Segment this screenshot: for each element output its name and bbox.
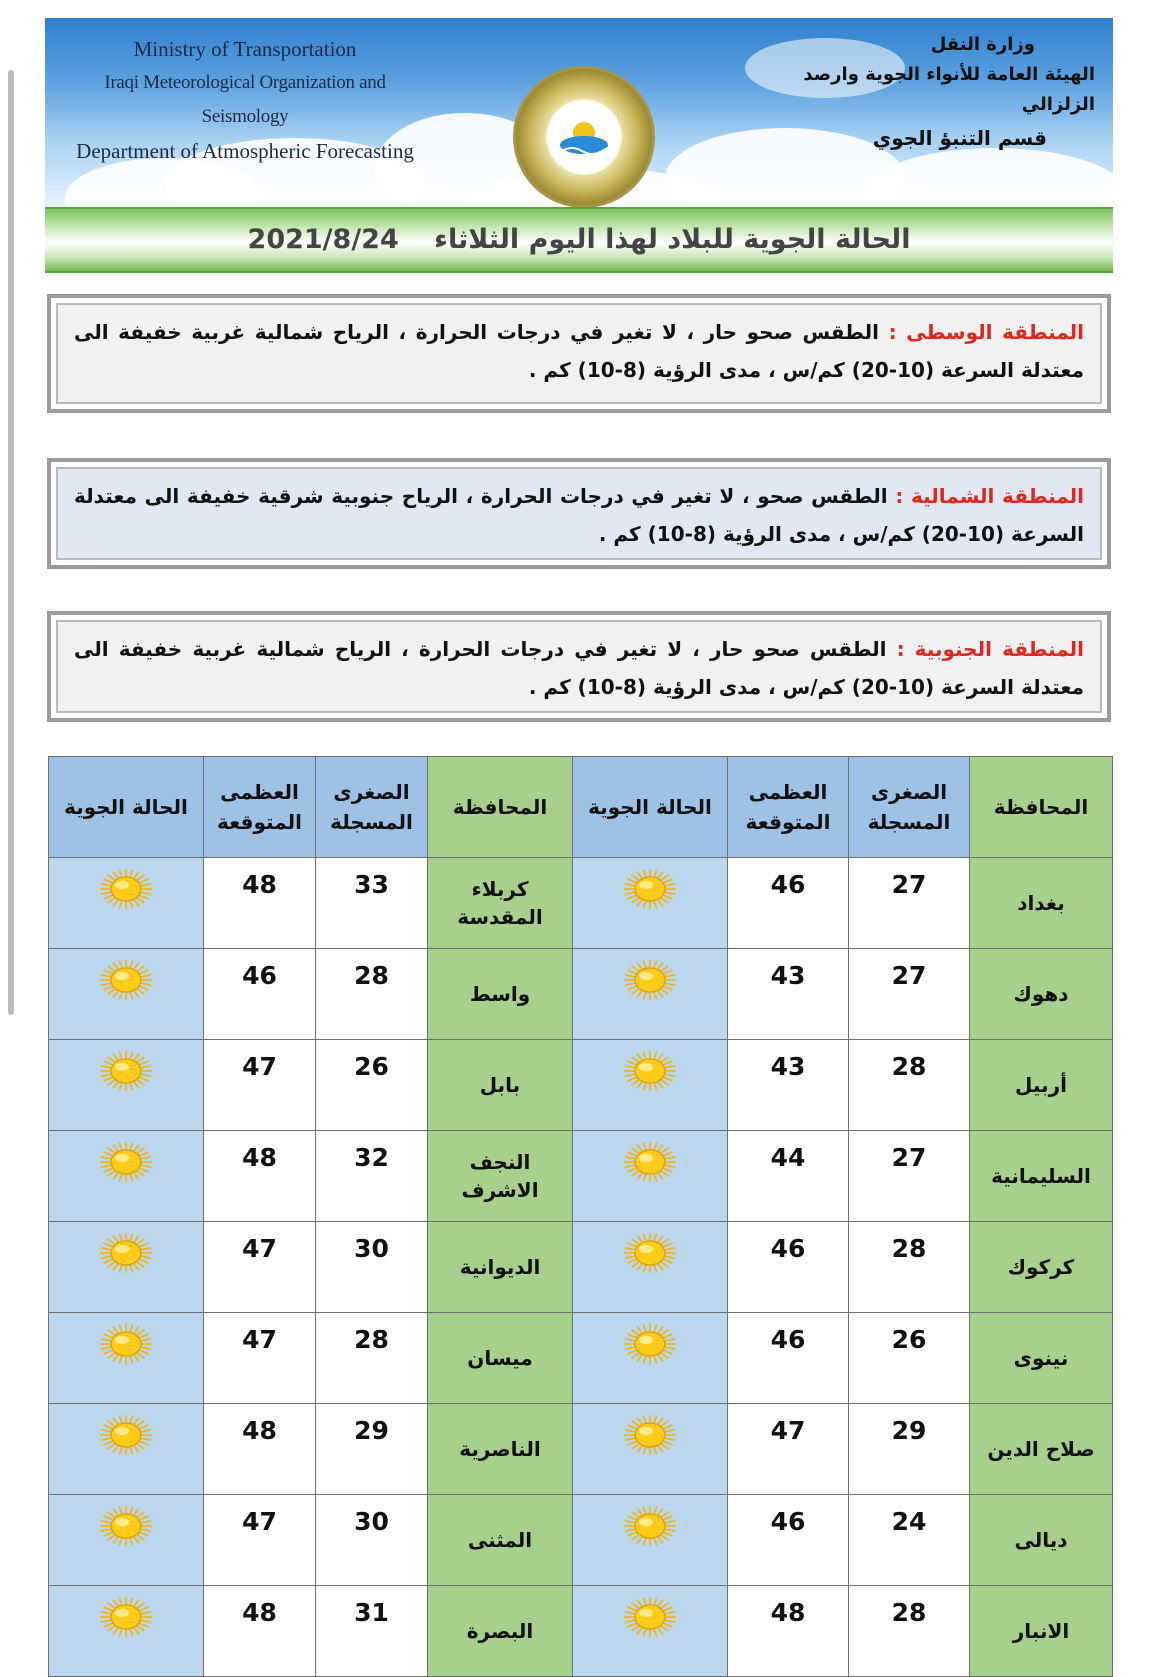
max-temp-cell: 47 xyxy=(204,1040,316,1131)
weather-cell xyxy=(49,1586,204,1677)
weather-cell xyxy=(49,1313,204,1404)
governorate-cell: بابل xyxy=(428,1040,573,1131)
sun-icon xyxy=(94,1048,158,1094)
max-temp-cell: 48 xyxy=(204,858,316,949)
max-temp-cell: 48 xyxy=(204,1586,316,1677)
min-temp-cell: 29 xyxy=(316,1404,428,1495)
min-temp-cell: 27 xyxy=(849,1131,970,1222)
vertical-scrollbar[interactable] xyxy=(8,70,14,1015)
table-row xyxy=(49,1586,1113,1677)
min-temp-cell: 28 xyxy=(849,1586,970,1677)
sun-icon xyxy=(94,1321,158,1367)
arabic-header xyxy=(755,30,1095,156)
min-temp-cell: 32 xyxy=(316,1131,428,1222)
region-forecast: الطقس صحو ، لا تغير في درجات الحرارة ، الرياح جنوبية شرقية خفيفة الى معتدلة السرعة (10-20) كم/س ، مدى الرؤية (8-10) كم . xyxy=(74,484,1084,546)
weather-cell xyxy=(49,1495,204,1586)
weather-cell xyxy=(573,1131,728,1222)
min-temp-cell: 30 xyxy=(316,1222,428,1313)
forecast-table xyxy=(48,756,1113,1677)
weather-cell xyxy=(573,1495,728,1586)
table-row xyxy=(49,858,1113,949)
min-temp-cell: 28 xyxy=(849,1040,970,1131)
weather-cell xyxy=(49,858,204,949)
governorate-cell: المثنى xyxy=(428,1495,573,1586)
department-name-ar: قسم التنبؤ الجوي xyxy=(872,126,1047,150)
weather-cell xyxy=(49,1222,204,1313)
min-temp-cell: 24 xyxy=(849,1495,970,1586)
sun-icon xyxy=(94,866,158,912)
weather-cell xyxy=(49,1040,204,1131)
table-row xyxy=(49,1404,1113,1495)
sun-icon xyxy=(618,1594,682,1640)
header-weather: الحالة الجوية xyxy=(573,757,728,858)
table-row xyxy=(49,1222,1113,1313)
region-forecast: الطقس صحو حار ، لا تغير في درجات الحرارة ، الرياح شمالية غربية خفيفة الى معتدلة السرعة (10-20) كم/س ، مدى الرؤية (8-10) كم . xyxy=(74,320,1084,382)
region-south xyxy=(47,611,1111,722)
table-row xyxy=(49,1040,1113,1131)
header-min-recorded: الصغرى المسجلة xyxy=(849,757,970,858)
region-name: المنطقة الشمالية : xyxy=(895,484,1085,508)
region-name: المنطقة الجنوبية : xyxy=(896,637,1085,661)
governorate-cell: ميسان xyxy=(428,1313,573,1404)
min-temp-cell: 28 xyxy=(316,949,428,1040)
max-temp-cell: 43 xyxy=(728,949,849,1040)
sun-icon xyxy=(94,957,158,1003)
header-banner xyxy=(45,18,1113,208)
min-temp-cell: 28 xyxy=(849,1222,970,1313)
max-temp-cell: 48 xyxy=(204,1404,316,1495)
governorate-cell: صلاح الدين xyxy=(970,1404,1113,1495)
min-temp-cell: 26 xyxy=(849,1313,970,1404)
title-text: الحالة الجوية للبلاد لهذا اليوم الثلاثاء xyxy=(434,224,911,255)
max-temp-cell: 44 xyxy=(728,1131,849,1222)
max-temp-cell: 43 xyxy=(728,1040,849,1131)
governorate-cell: بغداد xyxy=(970,858,1113,949)
max-temp-cell: 46 xyxy=(728,1313,849,1404)
sun-icon xyxy=(618,866,682,912)
sun-icon xyxy=(618,1321,682,1367)
min-temp-cell: 29 xyxy=(849,1404,970,1495)
governorate-cell: كربلاء المقدسة xyxy=(428,858,573,949)
sun-icon xyxy=(94,1412,158,1458)
max-temp-cell: 47 xyxy=(728,1404,849,1495)
sun-icon xyxy=(618,1412,682,1458)
weather-cell xyxy=(573,1313,728,1404)
header-max-expected: العظمى المتوقعة xyxy=(204,757,316,858)
governorate-cell: دهوك xyxy=(970,949,1113,1040)
region-forecast: الطقس صحو حار ، لا تغير في درجات الحرارة ، الرياح شمالية غربية خفيفة الى معتدلة السرعة (10-20) كم/س ، مدى الرؤية (8-10) كم . xyxy=(74,637,1084,699)
ministry-name-en: Ministry of Transportation xyxy=(133,37,357,61)
organization-name-ar: الهيئة العامة للأنواء الجوية وارصد الزلزالي xyxy=(803,64,1095,115)
max-temp-cell: 46 xyxy=(204,949,316,1040)
max-temp-cell: 46 xyxy=(728,1222,849,1313)
governorate-cell: السليمانية xyxy=(970,1131,1113,1222)
header-governorate: المحافظة xyxy=(970,757,1113,858)
sun-icon xyxy=(94,1139,158,1185)
sun-icon xyxy=(618,1048,682,1094)
max-temp-cell: 46 xyxy=(728,1495,849,1586)
sun-icon xyxy=(618,1139,682,1185)
weather-cell xyxy=(573,858,728,949)
table-row xyxy=(49,1131,1113,1222)
weather-logo-icon xyxy=(554,109,614,165)
max-temp-cell: 46 xyxy=(728,858,849,949)
governorate-cell: النجف الاشرف xyxy=(428,1131,573,1222)
region-north xyxy=(47,458,1111,569)
max-temp-cell: 48 xyxy=(204,1131,316,1222)
min-temp-cell: 33 xyxy=(316,858,428,949)
organization-logo xyxy=(513,66,655,208)
page-title xyxy=(45,207,1113,273)
governorate-cell: أربيل xyxy=(970,1040,1113,1131)
weather-cell xyxy=(49,1131,204,1222)
max-temp-cell: 47 xyxy=(204,1222,316,1313)
ministry-name-ar: وزارة النقل xyxy=(930,34,1035,55)
weather-cell xyxy=(573,949,728,1040)
min-temp-cell: 27 xyxy=(849,858,970,949)
governorate-cell: الناصرية xyxy=(428,1404,573,1495)
weather-cell xyxy=(49,1404,204,1495)
sun-icon xyxy=(618,1230,682,1276)
min-temp-cell: 27 xyxy=(849,949,970,1040)
header-max-expected: العظمى المتوقعة xyxy=(728,757,849,858)
governorate-cell: البصرة xyxy=(428,1586,573,1677)
department-name-en: Department of Atmospheric Forecasting xyxy=(76,139,414,163)
min-temp-cell: 30 xyxy=(316,1495,428,1586)
english-header xyxy=(65,32,425,168)
min-temp-cell: 28 xyxy=(316,1313,428,1404)
max-temp-cell: 47 xyxy=(204,1313,316,1404)
organization-name-en: Iraqi Meteorological Organization and Seismology xyxy=(104,72,386,127)
max-temp-cell: 47 xyxy=(204,1495,316,1586)
weather-cell xyxy=(573,1040,728,1131)
sun-icon xyxy=(94,1503,158,1549)
governorate-cell: الديوانية xyxy=(428,1222,573,1313)
weather-cell xyxy=(573,1222,728,1313)
governorate-cell: الانبار xyxy=(970,1586,1113,1677)
sun-icon xyxy=(94,1230,158,1276)
header-governorate: المحافظة xyxy=(428,757,573,858)
governorate-cell: كركوك xyxy=(970,1222,1113,1313)
max-temp-cell: 48 xyxy=(728,1586,849,1677)
weather-cell xyxy=(573,1404,728,1495)
weather-cell xyxy=(49,949,204,1040)
table-header-row xyxy=(49,757,1113,858)
weather-cell xyxy=(573,1586,728,1677)
min-temp-cell: 26 xyxy=(316,1040,428,1131)
table-row xyxy=(49,1313,1113,1404)
region-central xyxy=(47,294,1111,413)
sun-icon xyxy=(618,957,682,1003)
header-min-recorded: الصغرى المسجلة xyxy=(316,757,428,858)
governorate-cell: ديالى xyxy=(970,1495,1113,1586)
min-temp-cell: 31 xyxy=(316,1586,428,1677)
region-name: المنطقة الوسطى : xyxy=(888,320,1085,344)
sun-icon xyxy=(94,1594,158,1640)
governorate-cell: نينوى xyxy=(970,1313,1113,1404)
sun-icon xyxy=(618,1503,682,1549)
header-weather: الحالة الجوية xyxy=(49,757,204,858)
table-row xyxy=(49,949,1113,1040)
title-date: 2021/8/24 xyxy=(247,224,399,255)
table-row xyxy=(49,1495,1113,1586)
governorate-cell: واسط xyxy=(428,949,573,1040)
